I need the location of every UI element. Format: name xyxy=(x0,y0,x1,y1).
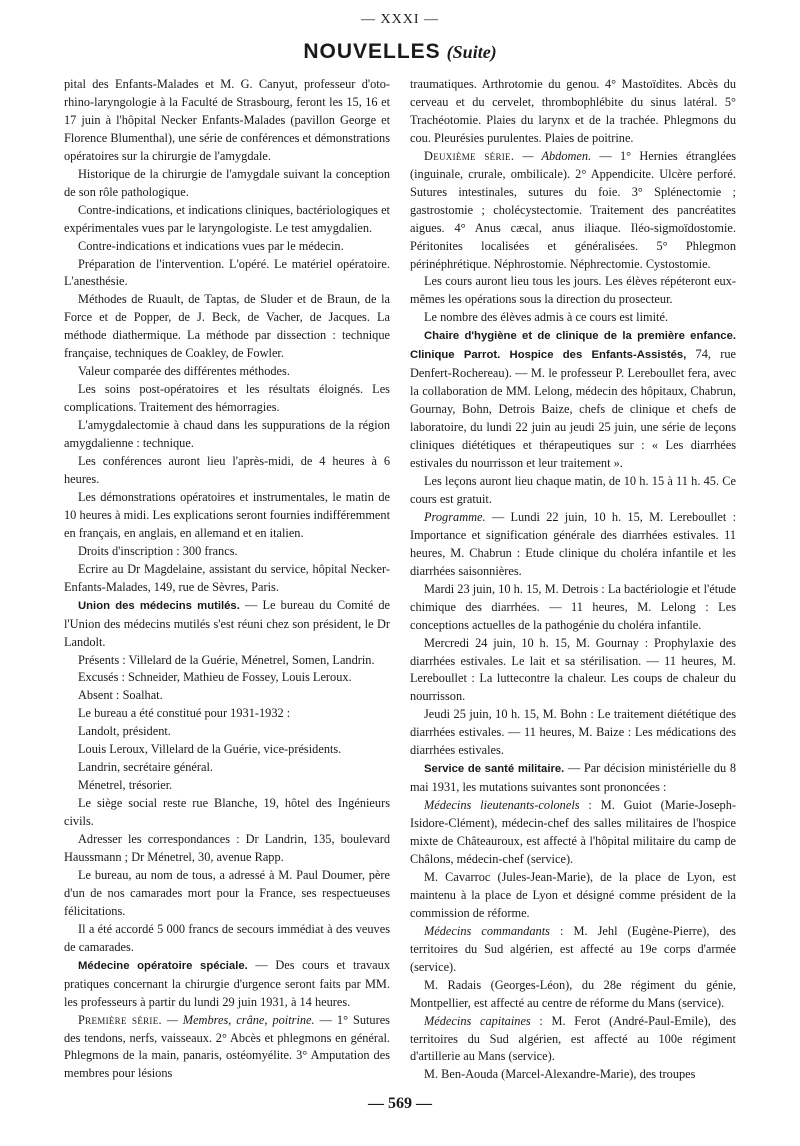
paragraph-text: Le nombre des élèves admis à ce cours est limité. xyxy=(424,310,669,325)
paragraph xyxy=(64,867,390,921)
paragraph-text: Les conférences auront lieu l'après-midi, de 4 heures à 6 heures. xyxy=(64,454,390,486)
paragraph-text: Mercredi 24 juin, 10 h. 15, M. Gournay : Prophylaxie des diarrhées estivales. Le lait et sa stérilisation. — 11 heures, M. Lereboullet : La luttecontre la chaleur. Les coups de chaleur du nourrisson. xyxy=(410,635,736,704)
paragraph-text: 74, rue Denfert-Rochereau). — M. le professeur P. Lereboullet fera, avec la collaboration de MM. Lelong, médecin des hôpitaux, Chabrun, Gournay, Bohn, Detrois Baize, chefs de clinique et chefs de laboratoire, du lundi 22 juin au jeudi 25 juin, une série de leçons cliniques diététiques et thérapeutiques sur : « Les diarrhées estivales du nourrisson et leur traitement ». xyxy=(410,347,736,471)
paragraph xyxy=(64,687,390,705)
paragraph-text: Excusés : Schneider, Mathieu de Fossey, Louis Leroux. xyxy=(78,670,352,685)
paragraph-text: Mardi 23 juin, 10 h. 15, M. Detrois : La bactériologie et l'étude chimique des diarrhées. — 11 heures, M. Lelong : Les conceptions actuelles de la pathogénie du choléra infantile. xyxy=(410,581,736,632)
paragraph-text: : M. Guiot (Marie-Joseph-Isidore-Clément), médecin-chef des salles militaires de l'hospice mixte de Châteauroux, est affecté à l'hôpital militaire du camp de Châlons, médecin-chef (service). xyxy=(410,798,737,866)
paragraph-text: Valeur comparée des différentes méthodes. xyxy=(78,364,290,379)
paragraph-text: Méthodes de Ruault, de Taptas, de Sluder et de Braun, de la Force et de Popper, de J. Beck, de Vacher, de Jacques. La méthode diathermique. La méthode par dissection : technique française, techniques de Coakley, de Fowler. xyxy=(64,292,390,361)
paragraph xyxy=(64,381,390,417)
paragraph xyxy=(410,760,736,797)
paragraph xyxy=(64,795,390,831)
paragraph-text: Les leçons auront lieu chaque matin, de 10 h. 15 à 11 h. 45. Ce cours est gratuit. xyxy=(410,473,736,506)
italic-label: — Membres, crâne, poitrine. xyxy=(161,1012,315,1027)
paragraph xyxy=(64,777,390,795)
paragraph-heading: Union des médecins mutilés. xyxy=(78,599,240,612)
paragraph-text: Historique de la chirurgie de l'amygdale suivant la conception de son rôle pathologique. xyxy=(64,166,390,199)
paragraph xyxy=(410,148,736,274)
paragraph xyxy=(410,706,736,760)
paragraph-text: Landrin, secrétaire général. xyxy=(78,760,214,775)
paragraph-text: Il a été accordé 5 000 francs de secours immédiat à des veuves de camarades. xyxy=(64,921,390,954)
paragraph xyxy=(64,759,390,777)
section-title-text: NOUVELLES xyxy=(303,40,441,63)
paragraph xyxy=(410,869,736,923)
paragraph-text: : M. Jehl (Eugène-Pierre), des territoires du Sud algérien, est affecté au 19e corps d'armée (service). xyxy=(410,923,736,974)
section-title-suffix: (Suite) xyxy=(446,42,497,62)
paragraph xyxy=(410,273,736,309)
series-label: Deuxième série. xyxy=(424,148,515,163)
paragraph-text: — Par décision ministérielle du 8 mai 1931, les mutations suivantes sont prononcées : xyxy=(410,761,736,795)
italic-label: Médecins capitaines xyxy=(424,1013,531,1028)
paragraph-text: Le bureau, au nom de tous, a adressé à M. Paul Doumer, père d'un de nos camarades mort pour la France, ses respectueuses félicitations. xyxy=(64,867,390,918)
paragraph-text: Les démonstrations opératoires et instrumentales, le matin de 10 heures à midi. Les explications seront fournies indifféremment en français, en anglais, en allemand et en italien. xyxy=(64,489,390,540)
paragraph-text: — Le bureau du Comité de l'Union des médecins mutilés s'est réuni chez son président, le Dr Landolt. xyxy=(64,597,390,649)
paragraph xyxy=(410,309,736,327)
paragraph-text: Absent : Soalhat. xyxy=(78,688,163,703)
paragraph xyxy=(64,669,390,687)
paragraph xyxy=(64,256,390,292)
paragraph xyxy=(64,238,390,256)
paragraph-text: Jeudi 25 juin, 10 h. 15, M. Bohn : Le traitement diététique des diarrhées estivales. — 11 heures, M. Baize : Les médications des diarrhées estivales. xyxy=(410,707,736,758)
paragraph-heading: Service de santé militaire. xyxy=(424,763,565,776)
paragraph xyxy=(410,923,736,977)
paragraph xyxy=(64,921,390,957)
paragraph-text: L'amygdalectomie à chaud dans les suppurations de la région amygdalienne : technique. xyxy=(64,418,390,451)
italic-label: Programme. xyxy=(424,509,486,524)
paragraph-text: Les soins post-opératoires et les résultats éloignés. Les complications. Traitement des hémorragies. xyxy=(64,382,390,415)
paragraph-text: — 1° Hernies étranglées (inguinale, crurale, ombilicale). 2° Appendicite. Ulcère perforé. Sutures intestinales, sutures du foie. 3° Splénectomie ; gastrostomie ; cholécystectomie. Traitement des pancréatites aigues. 4° Anus cæcal, anus iliaque. Iléo-sigmoïdostomie. Péritonites localisées et généralisées. 5° Phlegmon périnéphrétique. Néphrostomie. Néphrectomie. Cystostomie. xyxy=(410,148,736,271)
series-label: Première série. xyxy=(78,1012,162,1027)
paragraph xyxy=(410,327,736,473)
paragraph-text: Contre-indications et indications vues par le médecin. xyxy=(78,238,344,253)
paragraph-text: Ecrire au Dr Magdelaine, assistant du service, hôpital Necker-Enfants-Malades, 149, rue de Sèvres, Paris. xyxy=(64,561,390,594)
right-column xyxy=(410,76,736,1084)
paragraph-text: Les cours auront lieu tous les jours. Les élèves répéteront eux-mêmes les opérations sous la direction du prosecteur. xyxy=(410,274,736,307)
paragraph-text: pital des Enfants-Malades et M. G. Canyut, professeur d'oto-rhino-laryngologie à la Faculté de Strasbourg, feront les 15, 16 et 17 juin à l'hôpital Necker Enfants-Malades (pavillon George et Florence Blumenthal), une série de conférences et démonstrations opératoires sur la chirurgie de l'amygdale. xyxy=(64,77,390,163)
paragraph xyxy=(64,291,390,363)
paragraph xyxy=(64,453,390,489)
paragraph-text: — Lundi 22 juin, 10 h. 15, M. Lereboullet : Importance et signification générale des diarrhées estivales. 11 heures, M. Chabrun : Etude clinique du choléra infantile et les diarrhées saisonnières. xyxy=(410,509,736,578)
paragraph xyxy=(64,597,390,652)
paragraph-text: Préparation de l'intervention. L'opéré. Le matériel opératoire. L'anesthésie. xyxy=(64,256,390,289)
paragraph xyxy=(64,543,390,561)
paragraph xyxy=(64,561,390,597)
paragraph-text: Droits d'inscription : 300 francs. xyxy=(78,543,238,558)
paragraph-text: Landolt, président. xyxy=(78,724,171,739)
paragraph-text: — 1° Sutures des tendons, nerfs, vaisseaux. 2° Abcès et phlegmons en général. Phlegmons de la main, panaris, ostéomyélite. 3° Amputation des membres pour lésions xyxy=(64,1012,390,1081)
paragraph-text: M. Cavarroc (Jules-Jean-Marie), de la place de Lyon, est maintenu à la place de Lyon et désigné comme président de la commission de réforme. xyxy=(410,869,736,920)
paragraph xyxy=(410,1013,736,1067)
paragraph xyxy=(410,797,736,869)
section-title xyxy=(0,40,800,64)
paragraph xyxy=(64,76,390,166)
paragraph xyxy=(64,417,390,453)
paragraph xyxy=(64,202,390,238)
paragraph xyxy=(64,957,390,1012)
paragraph-heading: Chaire d'hygiène et de clinique de la première enfance. Clinique Parrot. Hospice des Enfants-Assistés, xyxy=(410,330,736,362)
paragraph-text: — Des cours et travaux pratiques concernant la chirurgie d'urgence seront faits par MM. les professeurs à partir du lundi 29 juin 1931, à 14 heures. xyxy=(64,957,390,1009)
italic-label: Médecins lieutenants-colonels xyxy=(424,798,580,813)
paragraph-text: Ménetrel, trésorier. xyxy=(78,778,173,793)
paragraph xyxy=(64,363,390,381)
paragraph xyxy=(64,723,390,741)
paragraph xyxy=(410,76,736,148)
paragraph xyxy=(64,831,390,867)
paragraph xyxy=(64,705,390,723)
paragraph-heading: Médecine opératoire spéciale. xyxy=(78,959,248,972)
paragraph xyxy=(64,652,390,670)
paragraph xyxy=(64,166,390,202)
left-column xyxy=(64,76,390,1083)
paragraph xyxy=(410,977,736,1013)
paragraph-text: Contre-indications, et indications cliniques, bactériologiques et expérimentales vues par le laryngologiste. Le test amygdalien. xyxy=(64,202,390,235)
paragraph xyxy=(410,581,736,635)
paragraph-text: traumatiques. Arthrotomie du genou. 4° Mastoïdites. Abcès du cerveau et du cervelet, thrombophlébite du sinus latéral. 5° Trachéotomie. Plaies du larynx et de la trachée. Phlegmons du cou. Pleurésies purulentes. Plaies de poitrine. xyxy=(410,77,736,145)
paragraph xyxy=(410,473,736,509)
paragraph xyxy=(64,741,390,759)
paragraph-text: M. Radais (Georges-Léon), du 28e régiment du génie, Montpellier, est affecté au centre de réforme du Mans (service). xyxy=(410,977,736,1010)
italic-label: — Abdomen. xyxy=(514,148,592,163)
page-number-footer: — 569 — xyxy=(368,1095,432,1112)
paragraph-text: Louis Leroux, Villelard de la Guérie, vice-présidents. xyxy=(78,742,342,757)
paragraph-text: Le bureau a été constitué pour 1931-1932 : xyxy=(78,706,291,721)
paragraph-text: Le siège social reste rue Blanche, 19, hôtel des Ingénieurs civils. xyxy=(64,796,390,829)
paragraph xyxy=(64,489,390,543)
paragraph xyxy=(410,509,736,581)
page-number-roman: — XXXI — xyxy=(361,12,439,27)
paragraph-text: M. Ben-Aouda (Marcel-Alexandre-Marie), des troupes xyxy=(424,1067,696,1082)
paragraph-text: : M. Ferot (André-Paul-Emile), des territoires du Sud algérien, est affecté au 100e régiment d'artillerie au Mans (service). xyxy=(410,1013,736,1064)
paragraph-text: Adresser les correspondances : Dr Landrin, 135, boulevard Haussmann ; Dr Ménetrel, 30, avenue Rapp. xyxy=(64,832,390,864)
paragraph xyxy=(64,1012,390,1084)
paragraph-text: Présents : Villelard de la Guérie, Ménetrel, Somen, Landrin. xyxy=(78,652,375,667)
paragraph xyxy=(410,635,736,707)
paragraph xyxy=(410,1066,736,1084)
italic-label: Médecins commandants xyxy=(424,923,550,938)
